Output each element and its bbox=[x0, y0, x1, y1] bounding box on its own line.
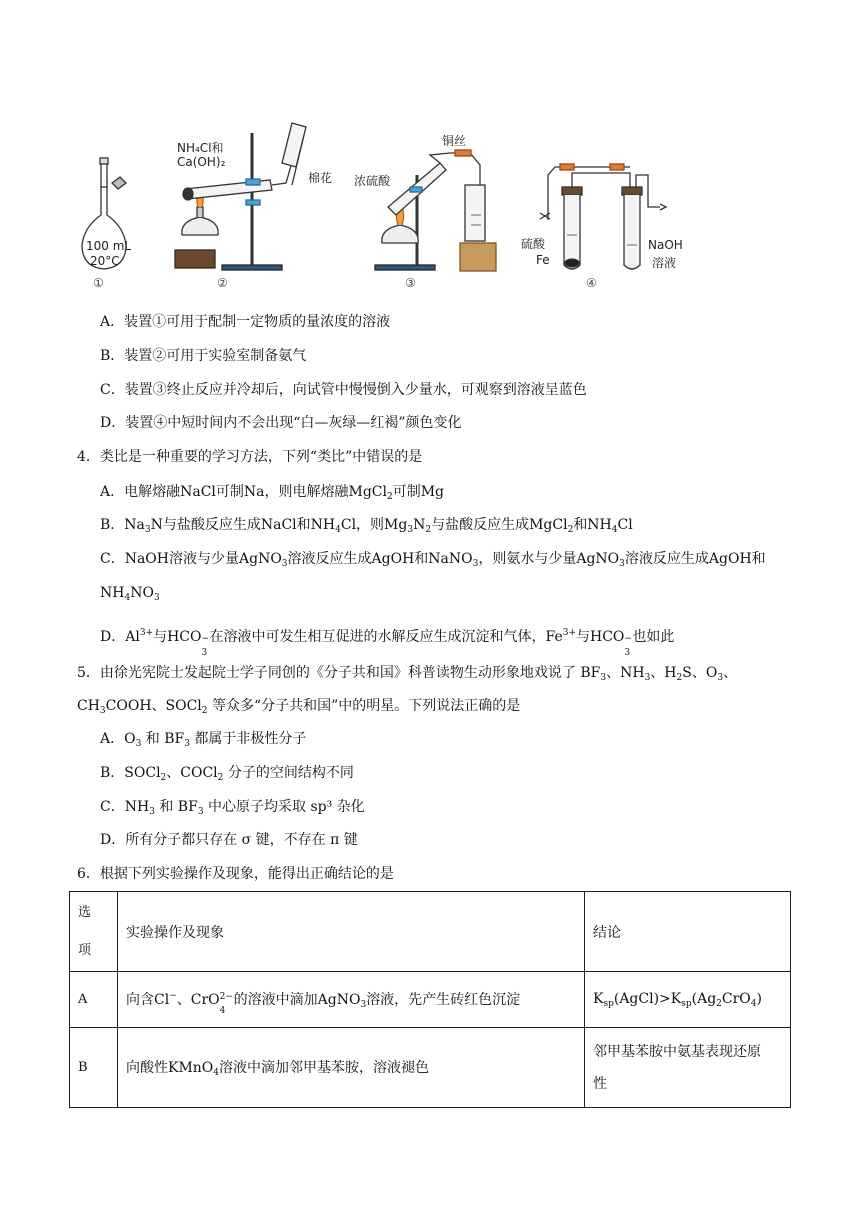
q4-stem: 4．类比是一种重要的学习方法，下列“类比”中错误的是 bbox=[77, 449, 423, 465]
row-a-option: A bbox=[70, 972, 118, 1028]
row-b-conclusion: 邻甲基苯胺中氨基表现还原 性 bbox=[585, 1028, 791, 1108]
solution-label: 溶液 bbox=[652, 256, 677, 270]
apparatus-figure bbox=[70, 115, 790, 295]
q4-option-b: B．$Na_3N$与盐酸反应生成NaCl和$NH_4Cl$，则$Mg_3N_2$与盐酸反应生成MgCl$_2$和$NH_4Cl$ bbox=[100, 517, 633, 535]
q3-option-a: A．装置①可用于配制一定物质的量浓度的溶液 bbox=[100, 314, 391, 330]
q4-option-a: A．电解熔融NaCl可制Na，则电解熔融MgCl$_2$可制Mg bbox=[100, 484, 445, 502]
q5-stem-line2: $CH_3COOH$、SOCl$_2$ 等众多“分子共和国”中的明星。下列说法正确的是 bbox=[77, 698, 521, 716]
q3-option-c: C．装置③终止反应并冷却后，向试管中慢慢倒入少量水，可观察到溶液呈蓝色 bbox=[100, 382, 587, 398]
copper-wire-label: 铜丝 bbox=[442, 134, 467, 148]
caoh2-label: Ca(OH)₂ bbox=[177, 155, 226, 169]
row-b-option: B bbox=[70, 1028, 118, 1108]
q6-stem: 6．根据下列实验操作及现象，能得出正确结论的是 bbox=[77, 866, 394, 882]
q5-option-d: D．所有分子都只存在 σ 键，不存在 π 键 bbox=[100, 832, 358, 848]
cotton-label: 棉花 bbox=[308, 171, 333, 185]
q4-option-c: C．NaOH溶液与少量AgNO$_3$溶液反应生成AgOH和NaNO$_3$，则氨水与少量AgNO$_3$溶液反应生成AgOH和 bbox=[100, 551, 766, 569]
header-conclusion: 结论 bbox=[585, 892, 791, 972]
table-row-b bbox=[70, 1028, 791, 1108]
copper-acid-apparatus bbox=[375, 150, 496, 271]
row-a-conclusion: $K_{sp}(AgCl)>K_{sp}(Ag_2CrO_4)$ bbox=[585, 972, 791, 1028]
q4-option-c-cont: $NH_4NO_3$ bbox=[100, 585, 160, 603]
conc-h2so4-label: 浓硫酸 bbox=[354, 174, 391, 188]
q5-option-b: B．SOCl$_2$、COCl$_2$ 分子的空间结构不同 bbox=[100, 765, 354, 783]
nh4cl-label: NH₄Cl和 bbox=[177, 141, 224, 155]
sulfuric-acid-label: 硫酸 bbox=[521, 237, 546, 251]
table-row-a bbox=[70, 972, 791, 1028]
flask-volume-label: 100 mL bbox=[86, 239, 132, 253]
figure-number-1: ① bbox=[93, 276, 104, 290]
flask-temp-label: 20°C bbox=[90, 254, 120, 268]
header-option: 选 项 bbox=[70, 892, 118, 972]
table-header-row bbox=[70, 892, 791, 972]
figure-number-4: ④ bbox=[586, 276, 597, 290]
q3-option-b: B．装置②可用于实验室制备氨气 bbox=[100, 348, 307, 364]
q4-option-d: D．$Al^{3+}$与HCO − 3 在溶液中可发生相互促进的水解反应生成沉淀和气体，$Fe^{3+}$与HCO − 3 也如此 bbox=[100, 628, 675, 658]
row-b-operation: 向酸性KMnO$_4$溶液中滴加邻甲基苯胺，溶液褪色 bbox=[118, 1028, 585, 1108]
row-a-operation: 向含Cl−、CrO 2− 4 的溶液中滴加AgNO$_3$溶液，先产生砖红色沉淀 bbox=[118, 972, 585, 1028]
figure-number-2: ② bbox=[217, 276, 228, 290]
iron-label: Fe bbox=[536, 253, 550, 267]
ferrous-hydroxide-apparatus bbox=[540, 164, 666, 269]
q5-option-c: C．$NH_3$ 和 $BF_3$ 中心原子均采取 sp³ 杂化 bbox=[100, 799, 365, 817]
q6-table bbox=[69, 891, 791, 1108]
naoh-label: NaOH bbox=[648, 238, 683, 252]
figure-number-3: ③ bbox=[405, 276, 416, 290]
q5-stem-line1: 5．由徐光宪院士发起院士学子同创的《分子共和国》科普读物生动形象地戏说了 $BF_3$、$NH_3$、$H_2S$、$O_3$、 bbox=[77, 665, 738, 683]
q5-option-a: A．$O_3$ 和 $BF_3$ 都属于非极性分子 bbox=[100, 731, 307, 749]
q3-option-d: D．装置④中短时间内不会出现“白—灰绿—红褐”颜色变化 bbox=[100, 415, 462, 431]
header-operation: 实验操作及现象 bbox=[118, 892, 585, 972]
